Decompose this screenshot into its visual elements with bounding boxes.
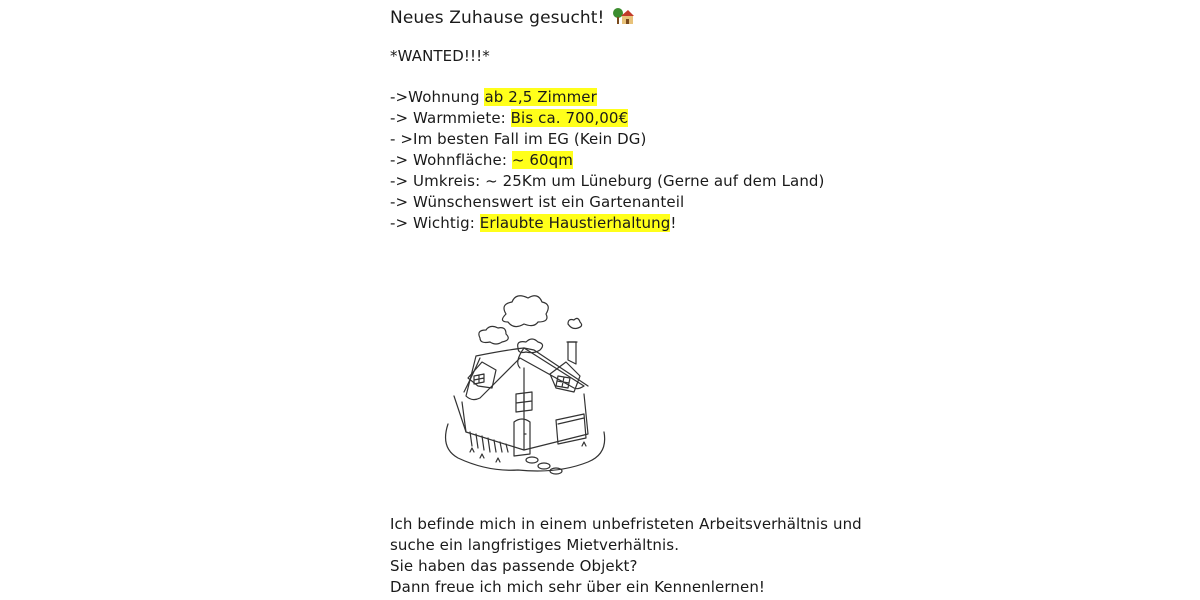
footer-line: suche ein langfristiges Mietverhältnis. [390,536,680,554]
highlighted-text: Erlaubte Haustierhaltung [479,214,671,232]
page-title [390,4,950,32]
house-with-tree-icon [612,6,634,26]
requirement-line [390,192,950,213]
requirement-line [390,213,950,234]
title-text: Neues Zuhause gesucht! [390,8,605,28]
requirement-line [390,129,950,150]
footer-line: Dann freue ich mich sehr über ein Kennenlernen! [390,578,766,596]
footer-line: Ich befinde mich in einem unbefristeten Arbeitsverhältnis und [390,515,862,533]
requirements-list [390,87,950,234]
house-sketch-icon [440,292,620,487]
requirement-line [390,150,950,171]
footer-text [390,514,990,598]
requirement-text: -> Umkreis: ~ 25Km um Lüneburg (Gerne auf dem Land) [390,172,825,190]
highlighted-text: Bis ca. 700,00€ [510,109,629,127]
requirement-text: -> Wichtig: [390,214,480,232]
requirement-line [390,87,950,108]
document-body [390,4,950,234]
highlighted-text: ~ 60qm [511,151,574,169]
requirement-text: -> Wünschenswert ist ein Gartenanteil [390,193,685,211]
requirement-text: -> Wohnfläche: [390,151,512,169]
requirement-text: -> Warmmiete: [390,109,511,127]
requirement-line [390,108,950,129]
highlighted-text: ab 2,5 Zimmer [484,88,597,106]
requirement-text: ->Wohnung [390,88,485,106]
footer-line: Sie haben das passende Objekt? [390,557,638,575]
requirement-suffix: ! [670,214,677,232]
wanted-heading: *WANTED!!!* [390,47,490,65]
requirement-line [390,171,950,192]
requirement-text: - >Im besten Fall im EG (Kein DG) [390,130,647,148]
